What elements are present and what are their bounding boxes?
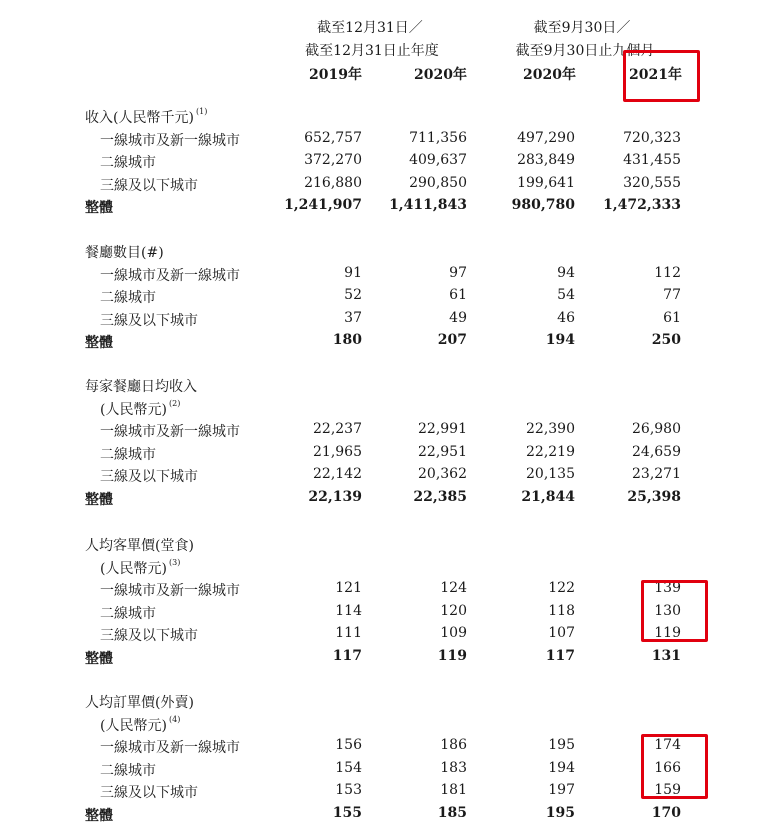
section-title: 餐廳數目(#) bbox=[85, 245, 164, 261]
total-label: 整體 bbox=[85, 491, 113, 508]
cell-value: 652,757 bbox=[304, 129, 362, 146]
year-col-2: 2020年 bbox=[414, 67, 467, 83]
cell-value: 111 bbox=[335, 625, 362, 641]
total-value: 22,139 bbox=[308, 488, 362, 505]
row-label: 二線城市 bbox=[100, 605, 156, 622]
cell-value: 37 bbox=[344, 309, 362, 326]
section-subtitle: (人民幣元) bbox=[100, 717, 167, 734]
section-footnote-marker: (3) bbox=[169, 557, 181, 567]
header-group-9m bbox=[502, 17, 662, 37]
cell-value: 61 bbox=[663, 309, 681, 326]
total-value: 119 bbox=[437, 647, 467, 664]
total-value: 21,844 bbox=[521, 488, 575, 505]
total-value: 170 bbox=[651, 804, 681, 821]
row-label: 三線及以下城市 bbox=[100, 469, 198, 485]
cell-value: 20,362 bbox=[418, 466, 467, 482]
total-row bbox=[0, 648, 784, 670]
row-label: 三線及以下城市 bbox=[100, 628, 198, 644]
total-label: 整體 bbox=[85, 335, 113, 351]
cell-value: 112 bbox=[654, 264, 681, 281]
header-9m-line1: 截至9月30日／ bbox=[533, 20, 631, 36]
cell-value: 20,135 bbox=[526, 466, 575, 482]
header-fy-line2: 截至12月31日止年度 bbox=[305, 43, 439, 59]
cell-value: 216,880 bbox=[304, 174, 362, 191]
header-group-fy-2 bbox=[292, 40, 452, 60]
section-footnote-marker: (2) bbox=[169, 398, 181, 408]
cell-value: 139 bbox=[654, 580, 681, 596]
cell-value: 431,455 bbox=[623, 152, 681, 168]
cell-value: 409,637 bbox=[409, 152, 467, 168]
cell-value: 46 bbox=[557, 309, 575, 326]
section-title: 人均訂單價(外賣) bbox=[85, 695, 194, 711]
total-label: 整體 bbox=[85, 807, 113, 824]
row-label: 二線城市 bbox=[100, 155, 156, 171]
cell-value: 711,356 bbox=[409, 129, 467, 146]
cell-value: 121 bbox=[335, 580, 362, 596]
section-subtitle: (人民幣元) bbox=[100, 560, 167, 577]
total-value: 25,398 bbox=[627, 488, 681, 505]
row-label: 一線城市及新一線城市 bbox=[100, 740, 240, 756]
cell-value: 122 bbox=[548, 580, 575, 596]
header-group-fy bbox=[290, 17, 450, 37]
cell-value: 156 bbox=[335, 737, 362, 753]
cell-value: 23,271 bbox=[632, 466, 681, 482]
cell-value: 195 bbox=[548, 737, 575, 753]
section-subtitle: (人民幣元) bbox=[100, 401, 167, 418]
cell-value: 199,641 bbox=[517, 174, 575, 191]
table-row bbox=[0, 287, 784, 309]
section-title-row bbox=[0, 692, 784, 714]
row-label: 一線城市及新一線城市 bbox=[100, 267, 240, 284]
year-col-4: 2021年 bbox=[629, 67, 682, 83]
cell-value: 120 bbox=[440, 602, 467, 619]
section-title: 人均客單價(堂食) bbox=[85, 538, 194, 554]
row-label: 一線城市及新一線城市 bbox=[100, 583, 240, 599]
cell-value: 61 bbox=[449, 287, 467, 303]
cell-value: 24,659 bbox=[632, 443, 681, 460]
section-subtitle-row bbox=[0, 558, 784, 580]
cell-value: 97 bbox=[449, 264, 467, 281]
row-label: 二線城市 bbox=[100, 762, 156, 779]
total-value: 1,411,843 bbox=[389, 197, 467, 213]
section-title-row bbox=[0, 242, 784, 264]
cell-value: 166 bbox=[654, 759, 681, 776]
cell-value: 119 bbox=[654, 625, 681, 641]
cell-value: 22,142 bbox=[313, 466, 362, 482]
total-value: 207 bbox=[437, 332, 467, 348]
cell-value: 26,980 bbox=[632, 421, 681, 437]
cell-value: 22,951 bbox=[418, 443, 467, 460]
total-value: 117 bbox=[545, 647, 575, 664]
cell-value: 22,219 bbox=[526, 443, 575, 460]
cell-value: 124 bbox=[440, 580, 467, 596]
cell-value: 114 bbox=[335, 602, 362, 619]
cell-value: 183 bbox=[440, 759, 467, 776]
total-label: 整體 bbox=[85, 650, 113, 667]
row-label: 二線城市 bbox=[100, 290, 156, 306]
total-row bbox=[0, 197, 784, 219]
cell-value: 22,237 bbox=[313, 421, 362, 437]
total-value: 1,472,333 bbox=[603, 197, 681, 213]
cell-value: 174 bbox=[654, 737, 681, 753]
table-row bbox=[0, 310, 784, 332]
total-value: 980,780 bbox=[511, 197, 575, 213]
cell-value: 21,965 bbox=[313, 443, 362, 460]
total-value: 250 bbox=[651, 332, 681, 348]
cell-value: 153 bbox=[335, 782, 362, 798]
total-value: 131 bbox=[651, 647, 681, 664]
cell-value: 118 bbox=[548, 602, 575, 619]
cell-value: 181 bbox=[440, 782, 467, 798]
cell-value: 154 bbox=[335, 759, 362, 776]
row-label: 三線及以下城市 bbox=[100, 312, 198, 329]
section-title-row bbox=[0, 535, 784, 557]
cell-value: 130 bbox=[654, 602, 681, 619]
cell-value: 283,849 bbox=[517, 152, 575, 168]
cell-value: 197 bbox=[548, 782, 575, 798]
total-value: 185 bbox=[437, 804, 467, 821]
cell-value: 22,991 bbox=[418, 421, 467, 437]
cell-value: 320,555 bbox=[623, 174, 681, 191]
highlight-dine-in-2021 bbox=[641, 580, 708, 642]
total-value: 1,241,907 bbox=[284, 197, 362, 213]
year-col-1: 2019年 bbox=[309, 67, 362, 83]
highlight-delivery-2021 bbox=[641, 734, 708, 799]
year-col-3: 2020年 bbox=[523, 67, 576, 83]
cell-value: 91 bbox=[344, 264, 362, 281]
section-title: 每家餐廳日均收入 bbox=[85, 379, 197, 395]
cell-value: 720,323 bbox=[623, 129, 681, 146]
header-9m-line2: 截至9月30日止九個月 bbox=[515, 43, 655, 59]
row-label: 一線城市及新一線城市 bbox=[100, 132, 240, 149]
table-row bbox=[0, 175, 784, 197]
total-row bbox=[0, 805, 784, 827]
table-row bbox=[0, 152, 784, 174]
table-row bbox=[0, 444, 784, 466]
cell-value: 107 bbox=[548, 625, 575, 641]
total-value: 155 bbox=[332, 804, 362, 821]
cell-value: 372,270 bbox=[304, 152, 362, 168]
total-label: 整體 bbox=[85, 200, 113, 216]
header-fy-line1: 截至12月31日／ bbox=[317, 20, 423, 36]
section-footnote-marker: (1) bbox=[196, 107, 208, 116]
highlight-2021-header bbox=[623, 50, 700, 102]
cell-value: 94 bbox=[557, 264, 575, 281]
cell-value: 290,850 bbox=[409, 174, 467, 191]
total-row bbox=[0, 489, 784, 511]
table-row bbox=[0, 421, 784, 443]
cell-value: 497,290 bbox=[517, 129, 575, 146]
section-title: 收入(人民幣千元) bbox=[85, 110, 194, 126]
cell-value: 54 bbox=[557, 287, 575, 303]
table-row bbox=[0, 466, 784, 488]
total-value: 195 bbox=[545, 804, 575, 821]
section-footnote-marker: (4) bbox=[169, 714, 181, 724]
row-label: 一線城市及新一線城市 bbox=[100, 424, 240, 440]
cell-value: 159 bbox=[654, 782, 681, 798]
table-row bbox=[0, 265, 784, 287]
section-subtitle-row bbox=[0, 399, 784, 421]
total-value: 180 bbox=[332, 332, 362, 348]
cell-value: 77 bbox=[663, 287, 681, 303]
cell-value: 49 bbox=[449, 309, 467, 326]
cell-value: 22,390 bbox=[526, 421, 575, 437]
cell-value: 52 bbox=[344, 287, 362, 303]
section-title-row bbox=[0, 376, 784, 398]
total-value: 194 bbox=[545, 332, 575, 348]
total-row bbox=[0, 332, 784, 354]
cell-value: 109 bbox=[440, 625, 467, 641]
table-row bbox=[0, 130, 784, 152]
total-value: 22,385 bbox=[413, 488, 467, 505]
row-label: 三線及以下城市 bbox=[100, 785, 198, 801]
cell-value: 194 bbox=[548, 759, 575, 776]
row-label: 三線及以下城市 bbox=[100, 177, 198, 194]
cell-value: 186 bbox=[440, 737, 467, 753]
total-value: 117 bbox=[332, 647, 362, 664]
row-label: 二線城市 bbox=[100, 446, 156, 463]
section-title-row bbox=[0, 107, 784, 129]
